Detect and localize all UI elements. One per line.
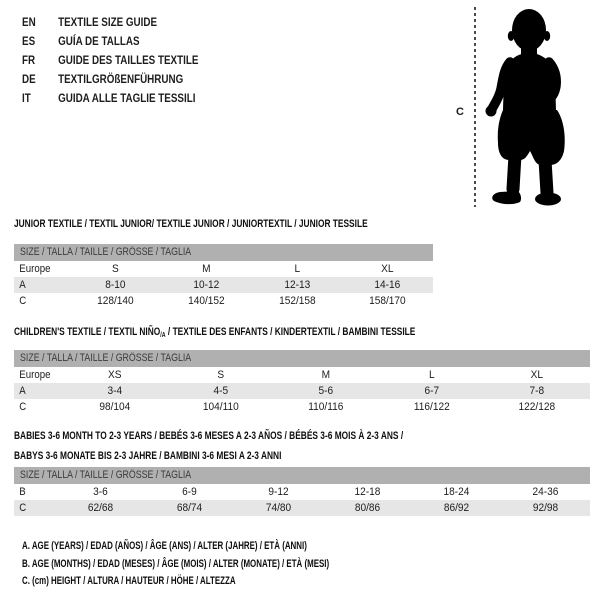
table-cell: 6-7 bbox=[424, 385, 439, 397]
row-label: C bbox=[19, 401, 27, 413]
footnotes bbox=[22, 538, 449, 591]
table-title-pre: JUNIOR TEXTILE / TEXTIL JUNIOR/ TEXTILE JUNIOR / JUNIORTEXTIL / JUNIOR TESSILE bbox=[14, 218, 368, 230]
table-title bbox=[14, 324, 590, 344]
table-cell: 12-18 bbox=[354, 486, 381, 498]
footnote: A. AGE (YEARS) / EDAD (AÑOS) / ÂGE (ANS) / ALTER (JAHRE) / ETÀ (ANNI) bbox=[22, 540, 307, 552]
size-header-label: SIZE / TALLA / TAILLE / GRÖSSE / TAGLIA bbox=[20, 469, 192, 481]
language-list bbox=[22, 13, 237, 108]
table-cell: XL bbox=[381, 263, 394, 275]
table-cell: 24-36 bbox=[532, 486, 559, 498]
table-cell: M bbox=[201, 263, 211, 275]
table-cell: 3-4 bbox=[107, 385, 123, 397]
table-cell: 10-12 bbox=[193, 279, 220, 291]
size-header-band bbox=[14, 467, 590, 484]
table-title bbox=[14, 428, 590, 464]
table-cell: 152/158 bbox=[278, 295, 316, 307]
table-row bbox=[14, 399, 590, 415]
language-code: FR bbox=[22, 53, 36, 67]
table-cell: 158/170 bbox=[369, 295, 406, 307]
table-cell: M bbox=[321, 369, 331, 381]
table-title bbox=[14, 216, 433, 236]
table-cell: XL bbox=[530, 369, 544, 381]
language-title: GUIDA ALLE TAGLIE TESSILI bbox=[58, 91, 196, 105]
row-label: B bbox=[19, 486, 26, 498]
table-title-post: / TEXTILE DES ENFANTS / KINDERTEXTIL / BAMBINI TESSILE bbox=[165, 326, 416, 338]
footnote: B. AGE (MONTHS) / EDAD (MESES) / ÂGE (MOIS) / ALTER (MONATE) / ETÀ (MESI) bbox=[22, 557, 330, 570]
table-rows bbox=[14, 367, 590, 415]
size-header-label: SIZE / TALLA / TAILLE / GRÖSSE / TAGLIA bbox=[20, 352, 192, 364]
table-cell: 140/152 bbox=[187, 295, 225, 307]
language-code: ES bbox=[22, 34, 36, 48]
language-title: GUÍA DE TALLAS bbox=[58, 34, 140, 48]
table-title-line2: BABYS 3-6 MONATE BIS 2-3 JAHRE / BAMBINI 3-6 MESI A 2-3 ANNI bbox=[14, 450, 282, 462]
table-row bbox=[14, 293, 433, 309]
measure-label: C bbox=[456, 106, 464, 118]
table-row bbox=[14, 500, 590, 516]
table-row bbox=[14, 367, 590, 383]
language-title: TEXTILGRÖßENFÜHRUNG bbox=[58, 72, 184, 86]
table-rows bbox=[14, 484, 590, 516]
table-cell: 12-13 bbox=[283, 279, 310, 291]
table-row bbox=[14, 277, 433, 293]
junior-textile-table bbox=[14, 216, 433, 309]
table-cell: 68/74 bbox=[176, 502, 203, 514]
table-row bbox=[14, 484, 590, 500]
row-label: C bbox=[19, 295, 27, 307]
table-cell: 92/98 bbox=[532, 502, 559, 514]
size-header-band bbox=[14, 244, 433, 261]
size-header-label: SIZE / TALLA / TAILLE / GRÖSSE / TAGLIA bbox=[20, 246, 192, 258]
language-code: IT bbox=[22, 91, 31, 105]
table-cell: S bbox=[217, 369, 224, 381]
table-cell: 122/128 bbox=[518, 401, 556, 413]
footnote: C. (cm) HEIGHT / ALTURA / HAUTEUR / HÖHE / ALTEZZA bbox=[22, 575, 236, 587]
row-label: Europe bbox=[19, 369, 51, 381]
language-row bbox=[22, 51, 198, 70]
language-row bbox=[22, 13, 198, 32]
table-cell: 110/116 bbox=[308, 401, 344, 413]
language-title: GUIDE DES TAILLES TEXTILE bbox=[58, 53, 199, 67]
size-header-band bbox=[14, 350, 590, 367]
table-cell: L bbox=[428, 369, 435, 381]
table-cell: 62/68 bbox=[87, 502, 114, 514]
language-row bbox=[22, 70, 198, 89]
table-title-pre: BABIES 3-6 MONTH TO 2-3 YEARS / BEBÉS 3-6 MESES A 2-3 AÑOS / BÉBÉS 3-6 MOIS À 2-3 ANS / bbox=[14, 430, 404, 442]
height-measure-line bbox=[474, 7, 476, 207]
toddler-silhouette-icon bbox=[478, 5, 588, 210]
table-row bbox=[14, 383, 590, 399]
table-cell: XS bbox=[108, 369, 122, 381]
row-label: A bbox=[19, 279, 26, 291]
table-cell: 80/86 bbox=[354, 502, 381, 514]
table-cell: 9-12 bbox=[268, 486, 289, 498]
table-cell: 104/110 bbox=[202, 401, 239, 413]
table-cell: 8-10 bbox=[105, 279, 126, 291]
babies-textile-table bbox=[14, 428, 590, 516]
table-cell: 86/92 bbox=[443, 502, 470, 514]
language-title: TEXTILE SIZE GUIDE bbox=[58, 15, 158, 29]
table-cell: 6-9 bbox=[182, 486, 197, 498]
children-textile-table bbox=[14, 324, 590, 415]
language-row bbox=[22, 89, 198, 108]
row-label: Europe bbox=[19, 263, 51, 275]
table-cell: L bbox=[294, 263, 300, 275]
table-cell: 98/104 bbox=[99, 401, 131, 413]
table-rows bbox=[14, 261, 433, 309]
table-cell: 4-5 bbox=[213, 385, 228, 397]
table-cell: 116/122 bbox=[413, 401, 450, 413]
table-cell: 3-6 bbox=[93, 486, 108, 498]
table-cell: 5-6 bbox=[318, 385, 334, 397]
table-cell: 18-24 bbox=[443, 486, 470, 498]
table-cell: 74/80 bbox=[265, 502, 292, 514]
table-cell: 14-16 bbox=[374, 279, 401, 291]
table-cell: S bbox=[111, 263, 119, 275]
language-code: EN bbox=[22, 15, 36, 29]
table-cell: 7-8 bbox=[529, 385, 545, 397]
row-label: A bbox=[19, 385, 26, 397]
language-code: DE bbox=[22, 72, 36, 86]
table-title-pre: CHILDREN'S TEXTILE / TEXTIL NIÑO bbox=[14, 326, 161, 338]
table-cell: 128/140 bbox=[97, 295, 134, 307]
table-title-sub: /A bbox=[160, 332, 166, 339]
row-label: C bbox=[19, 502, 27, 514]
language-row bbox=[22, 32, 198, 51]
table-row bbox=[14, 261, 433, 277]
